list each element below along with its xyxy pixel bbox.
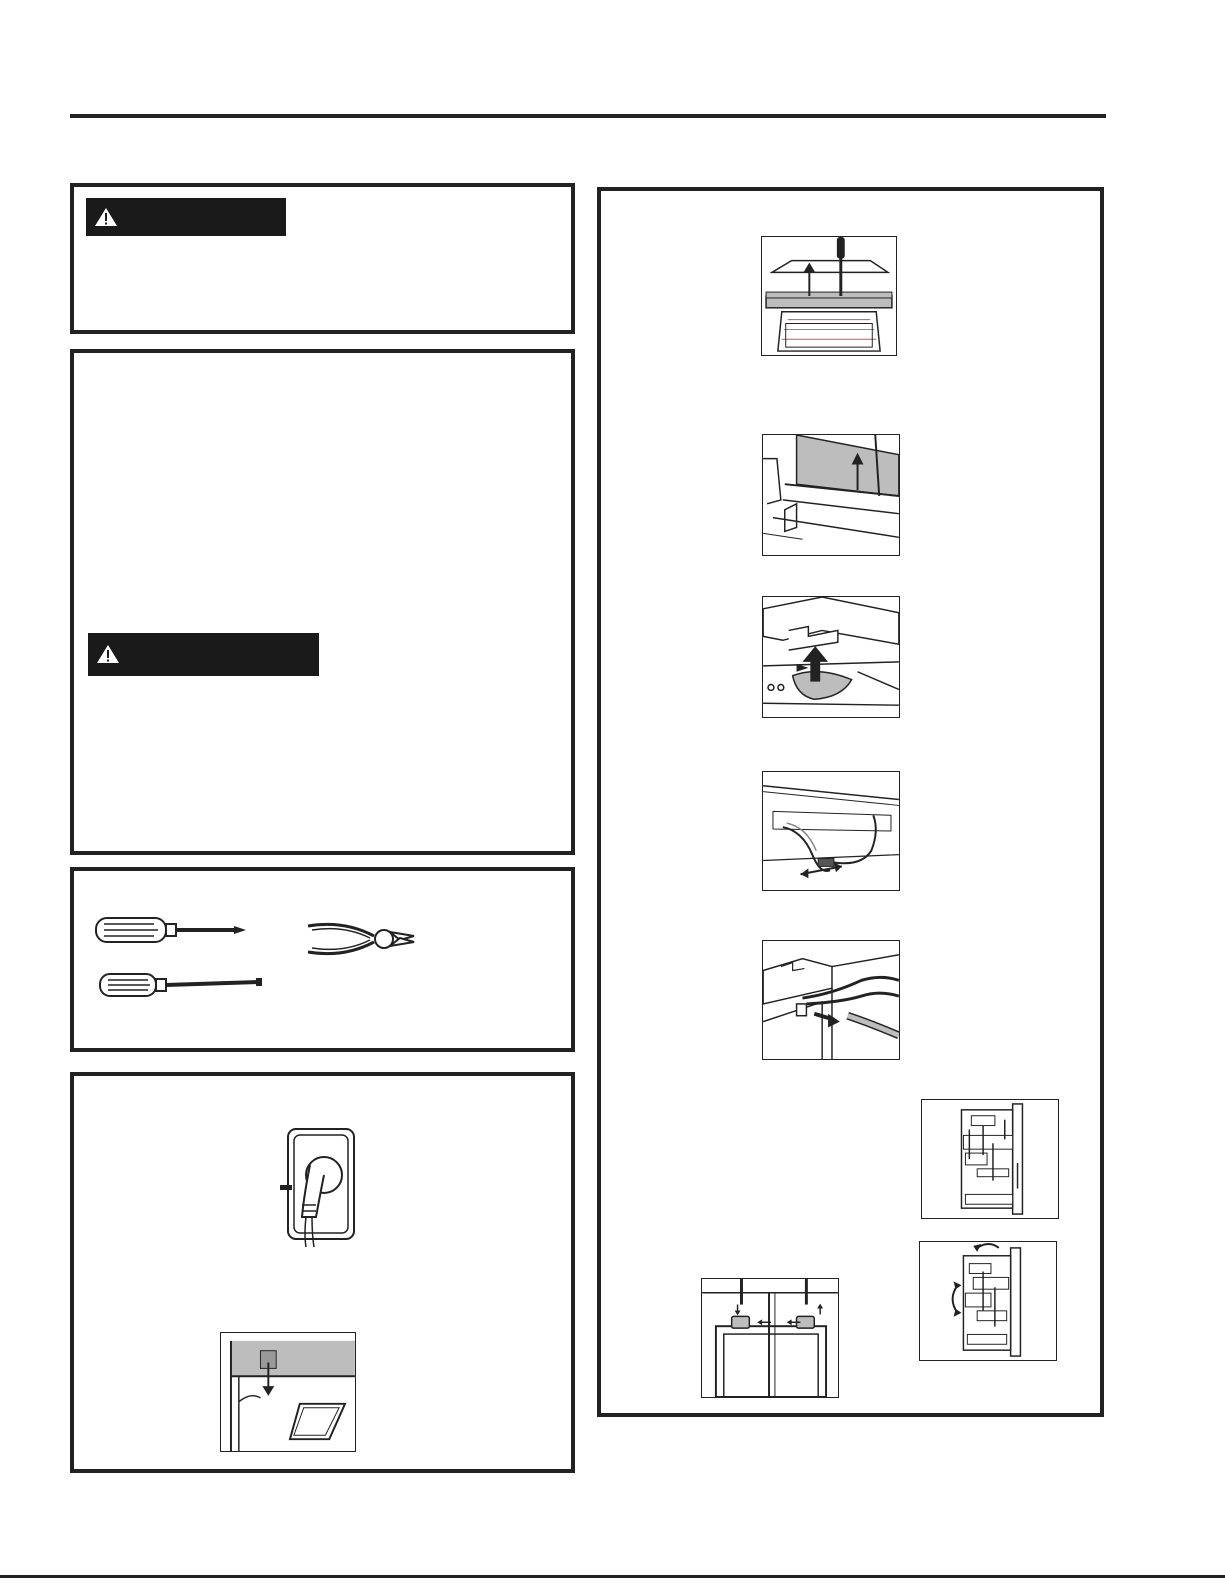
warning-badge (86, 198, 286, 236)
instructions-panel (70, 349, 575, 855)
pry-trim-figure (762, 434, 900, 556)
procedure-panel (597, 187, 1104, 1417)
footer-rule (0, 1575, 1225, 1578)
tools-panel (70, 867, 575, 1052)
caution-badge (88, 633, 319, 676)
remove-cover-figure (220, 1332, 356, 1452)
warning-triangle-icon (94, 207, 118, 227)
twist-release-figure (762, 596, 900, 718)
hinge-screws-figure (701, 1278, 839, 1398)
flat-blade-screwdriver-icon (98, 968, 266, 1002)
hinge-rotate-figure (919, 1241, 1057, 1361)
pull-connector-figure (762, 940, 900, 1060)
disconnect-panel (70, 1072, 575, 1473)
warning-panel-1 (70, 183, 575, 334)
side-cutting-pliers-icon (304, 916, 419, 962)
warning-triangle-icon (96, 644, 120, 664)
lift-top-cover-figure (761, 236, 897, 356)
phillips-screwdriver-icon (94, 913, 249, 947)
wire-harness-figure (762, 771, 900, 891)
header-rule (70, 114, 1106, 118)
hinge-side-view-figure (921, 1099, 1059, 1219)
unplug-power-cord-figure (280, 1125, 356, 1249)
